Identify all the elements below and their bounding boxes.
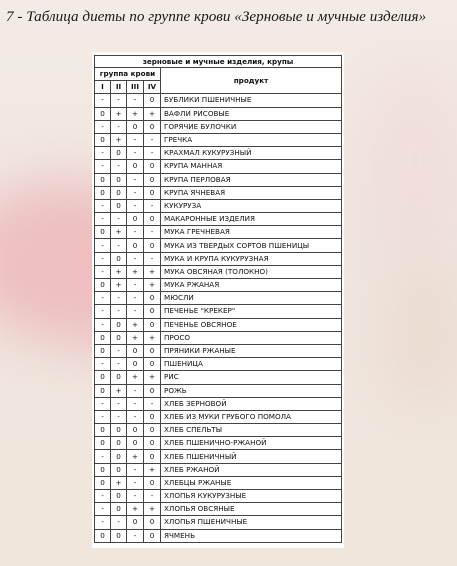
table-row: [95, 186, 342, 199]
group-value-cell: -: [111, 239, 127, 252]
group-value-cell: -: [95, 147, 111, 160]
group-value-cell: 0: [144, 94, 161, 107]
table-row: [95, 199, 342, 212]
group-value-cell: +: [127, 318, 144, 331]
product-name-cell: ПРЯНИКИ РЖАНЫЕ: [161, 344, 342, 357]
product-name-cell: БУБЛИКИ ПШЕНИЧНЫЕ: [161, 94, 342, 107]
group-value-cell: 0: [127, 358, 144, 371]
group-value-cell: -: [127, 147, 144, 160]
group-value-cell: +: [144, 331, 161, 344]
table-row: [95, 173, 342, 186]
product-name-cell: ПРОСО: [161, 331, 342, 344]
product-name-cell: МЮСЛИ: [161, 292, 342, 305]
product-header: продукт: [161, 68, 342, 94]
group-value-cell: -: [95, 397, 111, 410]
table-row: [95, 160, 342, 173]
group-value-cell: 0: [111, 199, 127, 212]
product-name-cell: КРАХМАЛ КУКУРУЗНЫЙ: [161, 147, 342, 160]
group-value-cell: +: [127, 265, 144, 278]
table-row: [95, 252, 342, 265]
table-row: [95, 292, 342, 305]
group-value-cell: -: [111, 358, 127, 371]
table-row: [95, 503, 342, 516]
table-row: [95, 279, 342, 292]
group-value-cell: 0: [144, 410, 161, 423]
group-value-cell: +: [144, 503, 161, 516]
group-value-cell: 0: [144, 358, 161, 371]
table-row: [95, 226, 342, 239]
group-value-cell: 0: [127, 160, 144, 173]
group-value-cell: +: [144, 371, 161, 384]
group-value-cell: +: [111, 107, 127, 120]
group-value-cell: -: [95, 503, 111, 516]
group-value-cell: -: [127, 476, 144, 489]
table-row: [95, 371, 342, 384]
group-value-cell: 0: [144, 529, 161, 542]
group-value-cell: 0: [127, 213, 144, 226]
group-value-cell: +: [127, 503, 144, 516]
group-value-cell: 0: [127, 437, 144, 450]
group-value-cell: 0: [111, 147, 127, 160]
group-value-cell: +: [127, 331, 144, 344]
group-value-cell: 0: [144, 318, 161, 331]
product-name-cell: МУКА РЖАНАЯ: [161, 279, 342, 292]
group-value-cell: +: [144, 463, 161, 476]
table-body: [95, 94, 342, 542]
group-value-cell: 0: [95, 437, 111, 450]
group-value-cell: -: [95, 252, 111, 265]
table-row: [95, 133, 342, 146]
group-value-cell: 0: [111, 503, 127, 516]
group-value-cell: 0: [144, 173, 161, 186]
group-ii-header: II: [111, 81, 127, 94]
group-value-cell: -: [127, 133, 144, 146]
table-row: [95, 305, 342, 318]
group-value-cell: -: [95, 213, 111, 226]
group-value-cell: -: [95, 516, 111, 529]
group-value-cell: -: [144, 226, 161, 239]
product-name-cell: РИС: [161, 371, 342, 384]
group-value-cell: 0: [95, 384, 111, 397]
group-value-cell: -: [95, 318, 111, 331]
product-name-cell: МАКАРОННЫЕ ИЗДЕЛИЯ: [161, 213, 342, 226]
group-value-cell: -: [127, 186, 144, 199]
group-value-cell: 0: [111, 371, 127, 384]
table-row: [95, 94, 342, 107]
group-value-cell: -: [95, 94, 111, 107]
group-value-cell: -: [144, 490, 161, 503]
group-value-cell: 0: [144, 160, 161, 173]
group-value-cell: 0: [144, 476, 161, 489]
group-value-cell: -: [111, 213, 127, 226]
product-name-cell: ХЛОПЬЯ ОВСЯНЫЕ: [161, 503, 342, 516]
product-name-cell: ПЕЧЕНЬЕ ОВСЯНОЕ: [161, 318, 342, 331]
group-value-cell: -: [95, 160, 111, 173]
product-name-cell: МУКА ОВСЯНАЯ (ТОЛОКНО): [161, 265, 342, 278]
group-value-cell: 0: [144, 186, 161, 199]
product-name-cell: ХЛОПЬЯ КУКУРУЗНЫЕ: [161, 490, 342, 503]
group-value-cell: 0: [144, 450, 161, 463]
group-value-cell: -: [111, 397, 127, 410]
diet-table: [94, 55, 342, 543]
table-row: [95, 147, 342, 160]
group-value-cell: -: [144, 133, 161, 146]
group-value-cell: -: [144, 252, 161, 265]
group-value-cell: +: [144, 279, 161, 292]
background-glow: [380, 260, 457, 410]
group-value-cell: -: [127, 199, 144, 212]
group-value-cell: -: [144, 147, 161, 160]
table-row: [95, 331, 342, 344]
group-value-cell: -: [127, 384, 144, 397]
group-value-cell: 0: [144, 120, 161, 133]
product-name-cell: МУКА И КРУПА КУКУРУЗНАЯ: [161, 252, 342, 265]
group-value-cell: +: [111, 384, 127, 397]
group-value-cell: 0: [95, 226, 111, 239]
table-row: [95, 120, 342, 133]
group-value-cell: 0: [111, 529, 127, 542]
product-name-cell: ХЛЕБ ИЗ МУКИ ГРУБОГО ПОМОЛА: [161, 410, 342, 423]
product-name-cell: КУКУРУЗА: [161, 199, 342, 212]
product-name-cell: ХЛЕБЦЫ РЖАНЫЕ: [161, 476, 342, 489]
group-value-cell: +: [144, 107, 161, 120]
product-name-cell: КРУПА ЯЧНЕВАЯ: [161, 186, 342, 199]
blood-group-header: группа крови: [95, 68, 161, 81]
group-value-cell: -: [127, 94, 144, 107]
group-value-cell: -: [127, 173, 144, 186]
group-iii-header: III: [127, 81, 144, 94]
group-value-cell: 0: [144, 213, 161, 226]
product-name-cell: ХЛОПЬЯ ПШЕНИЧНЫЕ: [161, 516, 342, 529]
group-value-cell: +: [111, 265, 127, 278]
product-name-cell: ХЛЕБ ПШЕНИЧНО-РЖАНОЙ: [161, 437, 342, 450]
group-i-header: I: [95, 81, 111, 94]
group-value-cell: -: [111, 305, 127, 318]
group-value-cell: +: [127, 107, 144, 120]
group-value-cell: 0: [95, 344, 111, 357]
group-value-cell: 0: [95, 279, 111, 292]
group-value-cell: +: [111, 133, 127, 146]
group-value-cell: 0: [111, 318, 127, 331]
product-name-cell: ГОРЯЧИЕ БУЛОЧКИ: [161, 120, 342, 133]
group-value-cell: -: [111, 94, 127, 107]
group-value-cell: -: [111, 160, 127, 173]
group-value-cell: -: [95, 490, 111, 503]
group-value-cell: 0: [95, 173, 111, 186]
group-value-cell: 0: [111, 331, 127, 344]
group-value-cell: +: [111, 226, 127, 239]
table-row: [95, 318, 342, 331]
group-value-cell: -: [127, 279, 144, 292]
group-value-cell: 0: [127, 120, 144, 133]
product-name-cell: ХЛЕБ ПШЕНИЧНЫЙ: [161, 450, 342, 463]
group-value-cell: -: [95, 450, 111, 463]
table-row: [95, 239, 342, 252]
group-value-cell: +: [144, 265, 161, 278]
group-value-cell: 0: [144, 305, 161, 318]
group-value-cell: -: [127, 490, 144, 503]
group-value-cell: +: [111, 476, 127, 489]
group-value-cell: 0: [95, 476, 111, 489]
group-value-cell: -: [127, 463, 144, 476]
product-name-cell: ГРЕЧКА: [161, 133, 342, 146]
table-row: [95, 344, 342, 357]
group-value-cell: 0: [95, 133, 111, 146]
table-row: [95, 213, 342, 226]
group-value-cell: 0: [144, 516, 161, 529]
group-value-cell: -: [127, 226, 144, 239]
group-value-cell: -: [95, 292, 111, 305]
group-value-cell: 0: [95, 186, 111, 199]
table-row: [95, 424, 342, 437]
product-name-cell: ЯЧМЕНЬ: [161, 529, 342, 542]
product-name-cell: ХЛЕБ ЗЕРНОВОЙ: [161, 397, 342, 410]
table-row: [95, 265, 342, 278]
group-value-cell: -: [111, 120, 127, 133]
group-value-cell: 0: [95, 463, 111, 476]
group-value-cell: 0: [111, 424, 127, 437]
product-name-cell: МУКА ИЗ ТВЕРДЫХ СОРТОВ ПШЕНИЦЫ: [161, 239, 342, 252]
table-row: [95, 107, 342, 120]
table-row: [95, 397, 342, 410]
group-value-cell: 0: [95, 371, 111, 384]
group-value-cell: -: [95, 239, 111, 252]
table-row: [95, 529, 342, 542]
table-row: [95, 410, 342, 423]
group-value-cell: 0: [95, 424, 111, 437]
group-value-cell: +: [127, 450, 144, 463]
group-value-cell: -: [144, 199, 161, 212]
group-value-cell: -: [127, 410, 144, 423]
group-value-cell: 0: [95, 529, 111, 542]
table-heading: зерновые и мучные изделия, крупы: [95, 56, 342, 68]
page-title: 7 - Таблица диеты по группе крови «Зерновые и мучные изделия»: [6, 8, 427, 25]
group-value-cell: -: [95, 265, 111, 278]
group-value-cell: +: [111, 279, 127, 292]
product-name-cell: МУКА ГРЕЧНЕВАЯ: [161, 226, 342, 239]
group-value-cell: 0: [111, 437, 127, 450]
group-value-cell: -: [127, 397, 144, 410]
group-value-cell: 0: [111, 186, 127, 199]
product-name-cell: РОЖЬ: [161, 384, 342, 397]
group-value-cell: -: [127, 292, 144, 305]
product-name-cell: ХЛЕБ РЖАНОЙ: [161, 463, 342, 476]
group-value-cell: 0: [95, 331, 111, 344]
product-name-cell: ХЛЕБ СПЕЛЬТЫ: [161, 424, 342, 437]
group-value-cell: 0: [127, 239, 144, 252]
group-value-cell: -: [95, 305, 111, 318]
group-value-cell: 0: [111, 463, 127, 476]
table-row: [95, 358, 342, 371]
table-row: [95, 490, 342, 503]
group-value-cell: 0: [144, 239, 161, 252]
product-name-cell: КРУПА МАННАЯ: [161, 160, 342, 173]
product-name-cell: ВАФЛИ РИСОВЫЕ: [161, 107, 342, 120]
group-value-cell: -: [144, 397, 161, 410]
group-value-cell: 0: [127, 344, 144, 357]
table-row: [95, 516, 342, 529]
group-value-cell: 0: [95, 107, 111, 120]
group-value-cell: +: [127, 371, 144, 384]
group-iv-header: IV: [144, 81, 161, 94]
group-value-cell: -: [111, 344, 127, 357]
group-value-cell: -: [127, 305, 144, 318]
background-glow: [360, 60, 457, 260]
table-card: [92, 52, 344, 548]
group-value-cell: 0: [111, 173, 127, 186]
group-value-cell: 0: [144, 424, 161, 437]
product-name-cell: КРУПА ПЕРЛОВАЯ: [161, 173, 342, 186]
group-value-cell: -: [111, 292, 127, 305]
group-value-cell: 0: [144, 344, 161, 357]
group-value-cell: -: [111, 516, 127, 529]
group-value-cell: 0: [144, 292, 161, 305]
group-value-cell: -: [95, 199, 111, 212]
table-row: [95, 450, 342, 463]
table-row: [95, 463, 342, 476]
group-value-cell: 0: [111, 490, 127, 503]
group-value-cell: -: [127, 252, 144, 265]
group-value-cell: 0: [144, 437, 161, 450]
group-value-cell: -: [95, 120, 111, 133]
group-value-cell: -: [111, 410, 127, 423]
table-row: [95, 437, 342, 450]
group-value-cell: 0: [111, 450, 127, 463]
table-row: [95, 476, 342, 489]
group-value-cell: -: [95, 410, 111, 423]
group-value-cell: -: [127, 529, 144, 542]
group-value-cell: 0: [127, 516, 144, 529]
group-value-cell: 0: [144, 384, 161, 397]
group-value-cell: -: [95, 358, 111, 371]
product-name-cell: ПЕЧЕНЬЕ "КРЕКЕР": [161, 305, 342, 318]
table-row: [95, 384, 342, 397]
group-value-cell: 0: [127, 424, 144, 437]
product-name-cell: ПШЕНИЦА: [161, 358, 342, 371]
group-value-cell: 0: [111, 252, 127, 265]
